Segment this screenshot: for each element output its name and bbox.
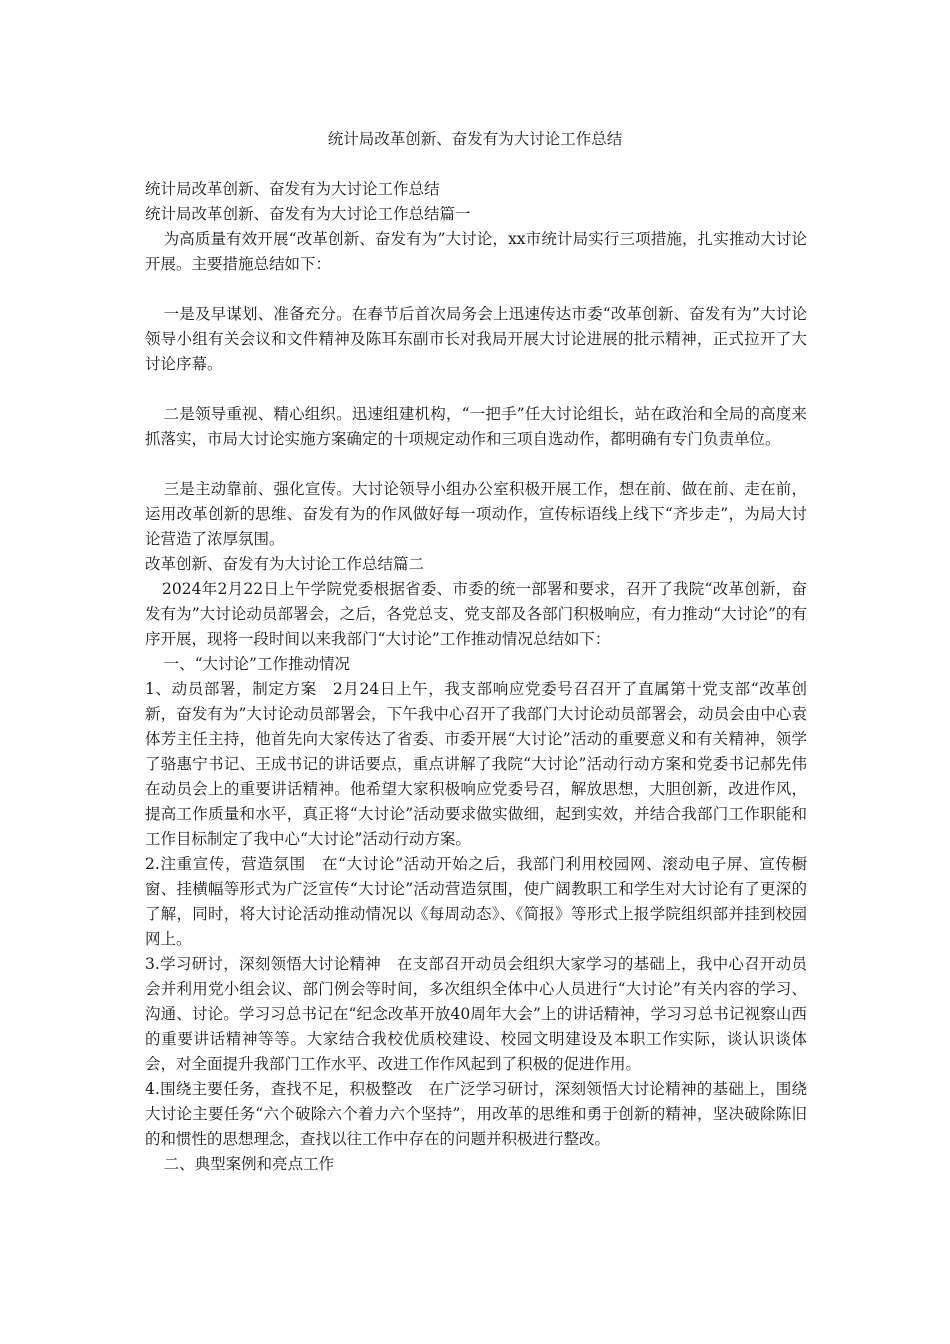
spacer xyxy=(145,377,807,402)
spacer xyxy=(145,277,807,302)
item-four-paragraph: 4.围绕主要任务，查找不足，积极整改 在广泛学习研讨，深刻领悟大讨论精神的基础上，围绕大讨论主要任务“六个破除六个着力六个坚持”，用改革的思维和勇于创新的精神，坚决破除陈旧的和惯性的思想理念，查找以往工作中存在的问题并积极进行整改。 xyxy=(145,1080,807,1148)
intro-paragraph: 为高质量有效开展“改革创新、奋发有为”大讨论，xx市统计局实行三项措施，扎实推动大讨论开展。主要措施总结如下： xyxy=(145,230,807,273)
subheading-progress: 一、“大讨论”工作推动情况 xyxy=(163,655,350,673)
part-two-intro-paragraph: 2024年2月22日上午学院党委根据省委、市委的统一部署和要求，召开了我院“改革创新，奋发有为”大讨论动员部署会，之后，各党总支、党支部及各部门积极响应，有力推动“大讨论”的有序开展，现将一段时间以来我部门“大讨论”工作推动情况总结如下： xyxy=(145,580,807,648)
section-heading-part-two: 改革创新、奋发有为大讨论工作总结篇二 xyxy=(145,555,425,573)
measure-two-paragraph: 二是领导重视、精心组织。迅速组建机构，“一把手”任大讨论组长，站在政治和全局的高度来抓落实，市局大讨论实施方案确定的十项规定动作和三项自选动作，都明确有专门负责单位。 xyxy=(145,405,807,448)
document-body xyxy=(145,177,807,1177)
document-title: 统计局改革创新、奋发有为大讨论工作总结 xyxy=(327,130,623,148)
subtitle-line: 统计局改革创新、奋发有为大讨论工作总结 xyxy=(145,180,440,198)
item-two-paragraph: 2.注重宣传，营造氛围 在“大讨论”活动开始之后，我部门利用校园网、滚动电子屏、宣传橱窗、挂横幅等形式为广泛宣传“大讨论”活动营造氛围，使广阔教职工和学生对大讨论有了更深的了解，同时，将大讨论活动推动情况以《每周动态》、《简报》等形式上报学院组织部并挂到校园网上。 xyxy=(145,855,807,948)
item-one-paragraph: 1、动员部署，制定方案 2月24日上午，我支部响应党委号召召开了直属第十党支部“改革创新，奋发有为”大讨论动员部署会，下午我中心召开了我部门大讨论动员部署会，动员会由中心袁体芳主任主持，他首先向大家传达了省委、市委开展“大讨论”活动的重要意义和有关精神，领学了骆惠宁书记、王成书记的讲话要点，重点讲解了我院“大讨论”活动行动方案和党委书记郝先伟在动员会上的重要讲话精神。他希望大家积极响应党委号召，解放思想，大胆创新，改进作风，提高工作质量和水平，真正将“大讨论”活动要求做实做细，起到实效，并结合我部门工作职能和工作目标制定了我中心“大讨论”活动行动方案。 xyxy=(145,680,807,848)
item-three-paragraph: 3.学习研讨，深刻领悟大讨论精神 在支部召开动员会组织大家学习的基础上，我中心召开动员会并利用党小组会议、部门例会等时间，多次组织全体中心人员进行“大讨论”有关内容的学习、沟通、讨论。学习习总书记在“纪念改革开放40周年大会”上的讲话精神，学习习总书记视察山西的重要讲话精神等等。大家结合我校优质校建设、校园文明建设及本职工作实际，谈认识谈体会，对全面提升我部门工作水平、改进工作作风起到了积极的促进作用。 xyxy=(145,955,807,1073)
measure-one-paragraph: 一是及早谋划、准备充分。在春节后首次局务会上迅速传达市委“改革创新、奋发有为”大讨论领导小组有关会议和文件精神及陈耳东副市长对我局开展大讨论进展的批示精神，正式拉开了大讨论序幕。 xyxy=(145,305,807,373)
spacer xyxy=(145,452,807,477)
measure-three-paragraph: 三是主动靠前、强化宣传。大讨论领导小组办公室积极开展工作，想在前、做在前、走在前，运用改革创新的思维、奋发有为的作风做好每一项动作，宣传标语线上线下“齐步走”，为局大讨论营造了浓厚氛围。 xyxy=(145,480,807,548)
subheading-cases: 二、典型案例和亮点工作 xyxy=(163,1155,335,1173)
section-heading-part-one: 统计局改革创新、奋发有为大讨论工作总结篇一 xyxy=(145,205,471,223)
